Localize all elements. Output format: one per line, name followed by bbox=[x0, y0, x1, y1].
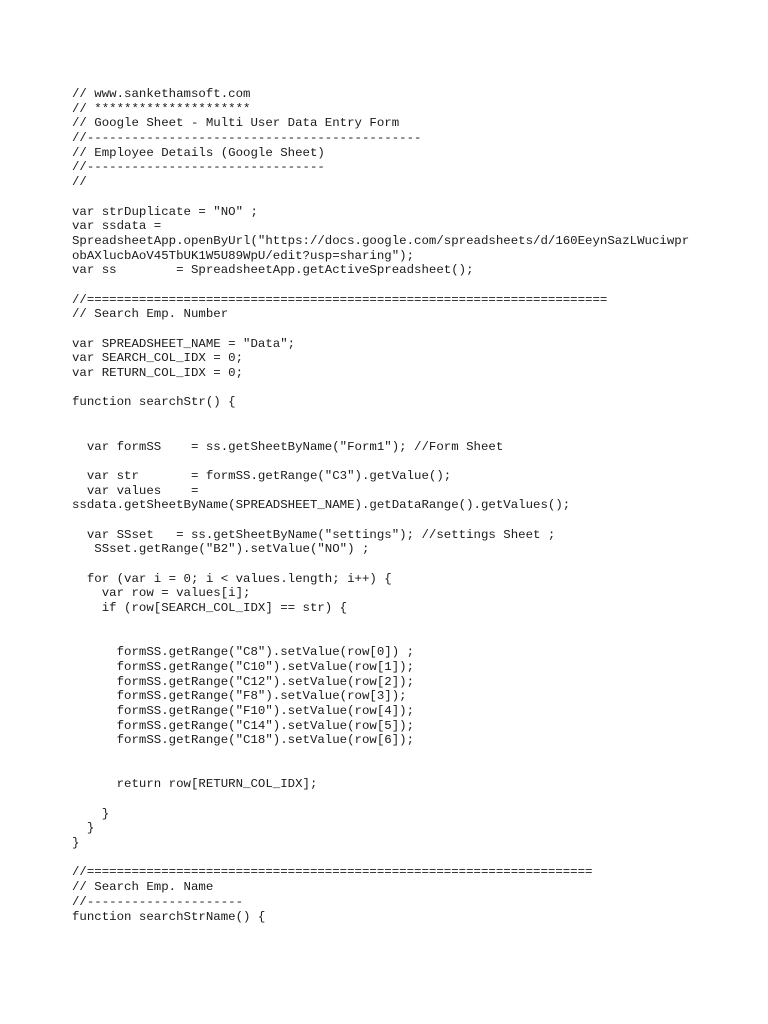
code-line: return row[RETURN_COL_IDX]; bbox=[72, 777, 318, 792]
code-line: } bbox=[72, 821, 95, 836]
code-line: ssdata.getSheetByName(SPREADSHEET_NAME).getDataRange().getValues(); bbox=[72, 498, 571, 513]
code-line bbox=[72, 190, 752, 205]
code-line: var SEARCH_COL_IDX = 0; bbox=[72, 351, 244, 366]
code-line bbox=[72, 381, 752, 396]
code-line: //====================================================================== bbox=[72, 292, 608, 307]
code-line bbox=[72, 792, 752, 807]
code-line: formSS.getRange("F10").setValue(row[4]); bbox=[72, 703, 415, 718]
code-line: //-------------------------------- bbox=[72, 160, 325, 175]
code-line bbox=[72, 410, 752, 425]
code-line: formSS.getRange("C10").setValue(row[1]); bbox=[72, 659, 415, 674]
code-line bbox=[72, 748, 752, 763]
code-line: var row = values[i]; bbox=[72, 586, 251, 601]
code-line: var str = formSS.getRange("C3").getValue(); bbox=[72, 468, 452, 483]
code-line: // Search Emp. Name bbox=[72, 880, 214, 895]
code-line: // www.sankethamsoft.com bbox=[72, 87, 251, 101]
code-line bbox=[72, 454, 752, 469]
code-line: formSS.getRange("F8").setValue(row[3]); bbox=[72, 689, 407, 704]
code-line: //--------------------- bbox=[72, 894, 244, 909]
code-line bbox=[72, 616, 752, 631]
code-block bbox=[72, 87, 752, 924]
code-line: var ssdata = bbox=[72, 219, 162, 234]
code-line bbox=[72, 513, 752, 528]
code-line: SpreadsheetApp.openByUrl("https://docs.google.com/spreadsheets/d/160EeynSazLWuciwpr bbox=[72, 233, 690, 248]
code-line: var formSS = ss.getSheetByName("Form1"); //Form Sheet bbox=[72, 439, 504, 454]
code-line: var ss = SpreadsheetApp.getActiveSpreadsheet(); bbox=[72, 263, 474, 278]
code-line: //==================================================================== bbox=[72, 865, 593, 880]
code-line: formSS.getRange("C18").setValue(row[6]); bbox=[72, 733, 415, 748]
code-line: var values = bbox=[72, 483, 199, 498]
code-line bbox=[72, 425, 752, 440]
code-line: formSS.getRange("C14").setValue(row[5]); bbox=[72, 718, 415, 733]
code-line: function searchStr() { bbox=[72, 395, 236, 410]
code-line: for (var i = 0; i < values.length; i++) { bbox=[72, 571, 392, 586]
code-line: SSset.getRange("B2").setValue("NO") ; bbox=[72, 542, 370, 557]
code-line: var RETURN_COL_IDX = 0; bbox=[72, 366, 244, 381]
code-line: var strDuplicate = "NO" ; bbox=[72, 204, 258, 219]
code-line: if (row[SEARCH_COL_IDX] == str) { bbox=[72, 601, 348, 616]
code-line bbox=[72, 851, 752, 866]
code-line: } bbox=[72, 836, 80, 851]
code-line: var SPREADSHEET_NAME = "Data"; bbox=[72, 336, 296, 351]
code-line: // Search Emp. Number bbox=[72, 307, 229, 322]
code-line: // Employee Details (Google Sheet) bbox=[72, 145, 325, 160]
code-line: // Google Sheet - Multi User Data Entry Form bbox=[72, 116, 400, 131]
code-line: // ********************* bbox=[72, 101, 251, 116]
code-line: function searchStrName() { bbox=[72, 909, 266, 924]
code-line: var SSset = ss.getSheetByName("settings"); //settings Sheet ; bbox=[72, 527, 556, 542]
code-line bbox=[72, 630, 752, 645]
code-line: // bbox=[72, 175, 87, 190]
code-line: obAXlucbAoV45TbUK1W5U89WpU/edit?usp=sharing"); bbox=[72, 248, 415, 263]
code-line bbox=[72, 278, 752, 293]
code-line: } bbox=[72, 806, 110, 821]
code-line bbox=[72, 557, 752, 572]
code-line: //--------------------------------------------- bbox=[72, 131, 422, 146]
code-line bbox=[72, 763, 752, 778]
code-line bbox=[72, 322, 752, 337]
code-line: formSS.getRange("C8").setValue(row[0]) ; bbox=[72, 645, 415, 660]
code-line: formSS.getRange("C12").setValue(row[2]); bbox=[72, 674, 415, 689]
